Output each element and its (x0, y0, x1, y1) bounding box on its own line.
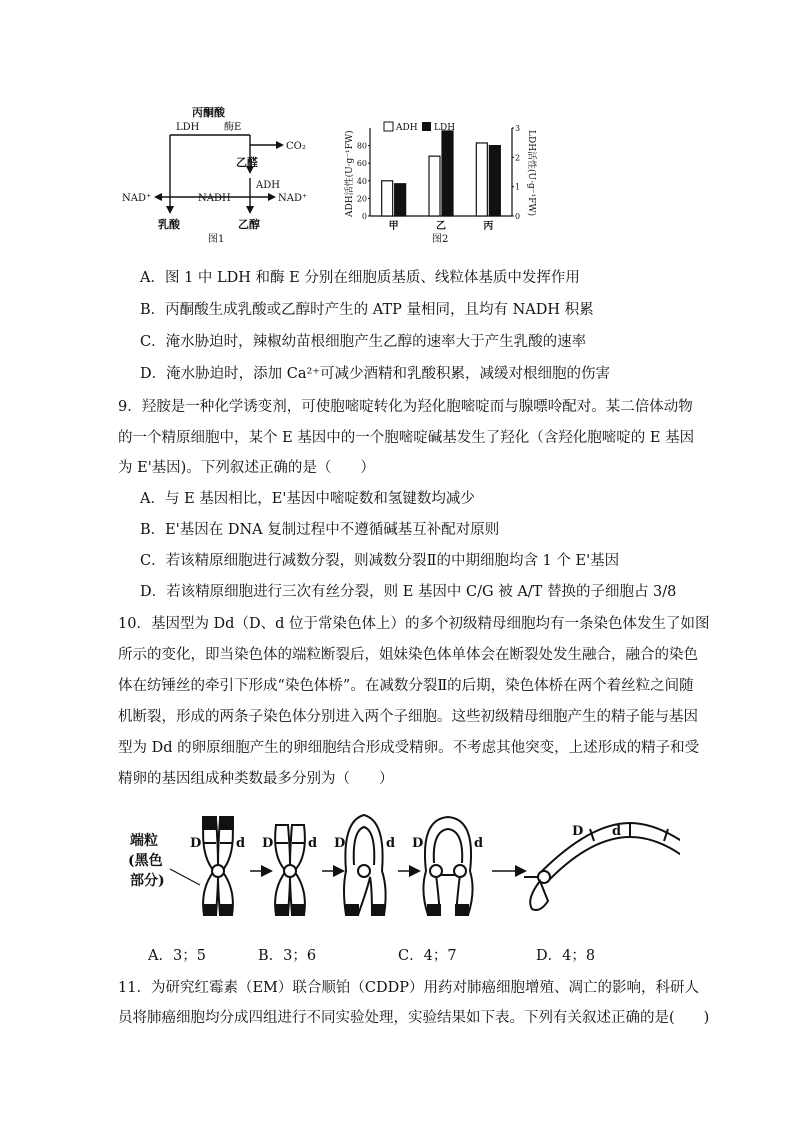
legend-ldh-label: LDH (434, 123, 456, 133)
gene-d-lower-1: d (236, 836, 246, 851)
nadh-label: NADH (198, 193, 231, 204)
acetaldehyde-label: 乙醛 (236, 156, 258, 169)
gene-d-upper-2: D (262, 836, 274, 851)
y-tick-left: 60 (356, 159, 367, 169)
gene-d-upper-3: D (334, 836, 346, 851)
y-tick-left: 0 (361, 212, 367, 221)
bar-adh-3 (476, 143, 487, 216)
q9-option-b: B．E'基因在 DNA 复制过程中不遵循碱基互补配对原则 (140, 522, 500, 538)
pyruvate-label: 丙酮酸 (192, 106, 225, 119)
enzyme-e-label: 酶E (224, 122, 242, 133)
chromosome-stage-1 (203, 817, 233, 915)
x-tick-label: 乙 (436, 221, 446, 232)
y-tick-right: 1 (515, 182, 521, 192)
y-tick-right: 2 (515, 153, 521, 163)
chromosome-stage-5 (524, 823, 680, 910)
gene-d-upper-4: D (412, 836, 424, 851)
gene-d-lower-2: d (308, 836, 318, 851)
y-axis-right-label: LDH活性(U·g⁻¹FW) (526, 130, 536, 217)
q8-option-a: A．图 1 中 LDH 和酶 E 分别在细胞质基质、线粒体基质中发挥作用 (140, 270, 580, 286)
telomere-label-3: 部分) (130, 873, 165, 889)
arrow-to-co2 (276, 141, 284, 149)
q8-option-d: D．淹水胁迫时，添加 Ca²⁺可减少酒精和乳酸积累，减缓对根细胞的伤害 (140, 366, 610, 382)
gene-d-lower-5: d (612, 824, 622, 839)
arrow-to-lactate (166, 206, 174, 214)
figure-1-caption: 图1 (208, 234, 225, 245)
telomere-label-1: 端粒 (130, 833, 158, 849)
co2-label: CO₂ (286, 141, 306, 152)
gene-d-upper-5: D (572, 824, 584, 839)
arrow-to-ethanol (246, 206, 254, 214)
adh-label: ADH (256, 180, 280, 191)
q9-option-c: C．若该精原细胞进行减数分裂，则减数分裂Ⅱ的中期细胞均含 1 个 E'基因 (140, 553, 620, 569)
nad-left-label: NAD⁺ (122, 193, 152, 204)
bar-ldh-1 (395, 184, 406, 216)
ethanol-label: 乙醇 (238, 218, 260, 231)
y-tick-left: 80 (356, 141, 367, 151)
q10-option-a: A．3；5 (148, 948, 206, 964)
y-tick-right: 0 (515, 212, 521, 221)
chromosome-stage-2 (275, 825, 305, 915)
q10-stem-line-3: 体在纺锤丝的牵引下形成“染色体桥”。在减数分裂Ⅱ的后期，染色体桥在两个着丝粒之间随 (118, 678, 694, 694)
nad-right-label: NAD⁺ (278, 193, 308, 204)
q9-stem-line-2: 的一个精原细胞中，某个 E 基因中的一个胞嘧啶碱基发生了羟化（含羟化胞嘧啶的 E 基因 (118, 430, 695, 446)
arrow-nad-right (268, 193, 276, 201)
q11-stem-line-1: 11．为研究红霉素（EM）联合顺铂（CDDP）用药对肺癌细胞增殖、凋亡的影响，科研人 (118, 980, 699, 996)
q9-option-d: D．若该精原细胞进行三次有丝分裂，则 E 基因中 C/G 被 A/T 替换的子细胞占 3/8 (140, 584, 677, 600)
q10-stem-line-4: 机断裂，形成的两条子染色体分别进入两个子细胞。这些初级精母细胞产生的精子能与基因 (118, 709, 698, 725)
gene-d-upper-1: D (190, 836, 202, 851)
q10-option-c: C．4；7 (398, 948, 457, 964)
chromosome-bridge-figure (120, 805, 680, 930)
q10-option-b: B．3；6 (258, 948, 317, 964)
q9-stem-line-3: 为 E'基因)。下列叙述正确的是（ ） (118, 460, 375, 476)
y-tick-left: 20 (356, 194, 367, 204)
q10-option-d: D．4；8 (536, 948, 596, 964)
lactate-label: 乳酸 (158, 218, 180, 231)
figure-2-chart (340, 112, 540, 247)
bar-ldh-2 (442, 131, 453, 216)
x-tick-label: 甲 (388, 221, 399, 232)
legend-adh-label: ADH (396, 123, 418, 133)
y-tick-right: 3 (515, 124, 521, 133)
q10-stem-line-6: 精卵的基因组成种类数最多分别为（ ） (118, 771, 394, 787)
q9-stem-line-1: 9．羟胺是一种化学诱变剂，可使胞嘧啶转化为羟化胞嘧啶而与腺嘌呤配对。某二倍体动物 (118, 399, 693, 415)
bar-adh-1 (382, 181, 393, 216)
q11-stem-line-2: 员将肺癌细胞均分成四组进行不同实验处理，实验结果如下表。下列有关叙述正确的是( ) (118, 1010, 710, 1026)
q9-option-a: A．与 E 基因相比，E'基因中嘧啶数和氢键数均减少 (140, 491, 475, 507)
chromosome-stage-3 (344, 815, 386, 915)
q10-stem-line-2: 所示的变化，即当染色体的端粒断裂后，姐妹染色体单体会在断裂处发生融合，融合的染色 (118, 647, 698, 663)
q10-stem-line-5: 型为 Dd 的卵原细胞产生的卵细胞结合形成受精卵。不考虑其他突变，上述形成的精子和受 (118, 740, 700, 756)
telomere-label-2: (黑色 (128, 853, 163, 869)
gene-d-lower-3: d (386, 836, 396, 851)
figure-2-caption: 图2 (432, 234, 449, 245)
figure-1-pathway (120, 100, 320, 250)
legend-adh-swatch (384, 122, 393, 131)
x-tick-label: 丙 (483, 221, 494, 232)
legend-ldh-swatch (422, 122, 431, 131)
gene-d-lower-4: d (474, 836, 484, 851)
arrow-nad-left (154, 193, 162, 201)
y-tick-left: 40 (356, 176, 367, 186)
bar-ldh-3 (489, 146, 500, 216)
q8-option-c: C．淹水胁迫时，辣椒幼苗根细胞产生乙醇的速率大于产生乳酸的速率 (140, 334, 587, 350)
chromosome-stage-4 (423, 817, 472, 915)
q10-stem-line-1: 10．基因型为 Dd（D、d 位于常染色体上）的多个初级精母细胞均有一条染色体发生了如图 (118, 616, 710, 632)
q8-option-b: B．丙酮酸生成乳酸或乙醇时产生的 ATP 量相同，且均有 NADH 积累 (140, 302, 594, 318)
ldh-label: LDH (176, 122, 200, 133)
bar-adh-2 (429, 156, 440, 216)
y-axis-left-label: ADH活性(U·g⁻¹FW) (345, 130, 355, 217)
